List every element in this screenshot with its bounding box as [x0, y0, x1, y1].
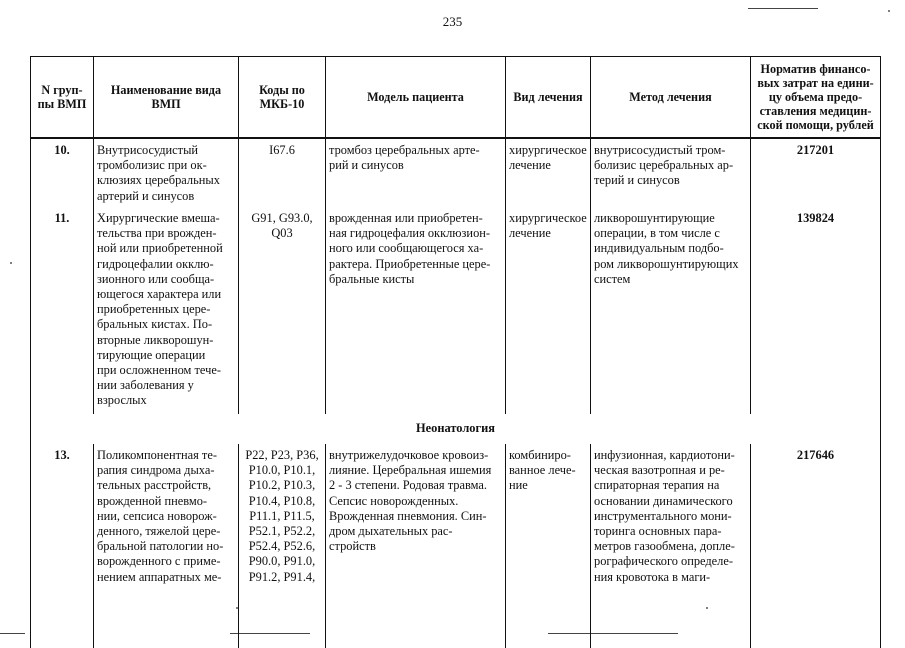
text-line: P22, P23, P36, [245, 448, 319, 462]
scan-line-bottom-left [0, 633, 25, 634]
text-line: стройств [329, 539, 376, 554]
text-line: P10.4, P10.8, [248, 493, 316, 508]
patient-model [326, 444, 506, 648]
text-line: приобретенных цере- [97, 302, 211, 317]
group-number: 13. [31, 444, 94, 648]
text-line: клюзиях церебральных [97, 173, 220, 188]
patient-model [326, 207, 506, 414]
text-line: рографического определе- [594, 554, 733, 569]
text-line: хирургическое [509, 143, 587, 157]
text-line: МКБ-10 [259, 97, 305, 111]
cost-norm: 139824 [751, 207, 881, 414]
cost-norm: 217646 [751, 444, 881, 648]
scan-line-top [748, 8, 818, 9]
header-treatment-type [506, 57, 591, 139]
cost-norm: 217201 [751, 138, 881, 207]
text-line: ной или приобретенной [97, 241, 223, 256]
header-patient-model [326, 57, 506, 139]
text-line: Наименование вида [110, 83, 222, 97]
text-line: P10.0, P10.1, [248, 463, 316, 478]
vmp-name [94, 138, 239, 207]
text-line: ния кровотока в маги- [594, 569, 711, 584]
text-line: ного или сообщающегося ха- [329, 241, 484, 256]
text-line: торинга основных пара- [594, 524, 722, 539]
text-line: основании динамического [594, 493, 733, 508]
text-line: ческая вазотропная и ре- [594, 463, 725, 478]
treatment-type [506, 138, 591, 207]
text-line: цу объема предо- [768, 90, 863, 104]
text-line: бральных кистах. По- [97, 317, 213, 332]
text-line: Вид лечения [513, 90, 583, 104]
text-line: Модель пациента [367, 90, 464, 104]
text-line: ющегося характера или [97, 287, 222, 302]
treatment-method [591, 444, 751, 648]
text-line: внутрижелудочковое кровоиз- [329, 448, 489, 462]
treatment-method [591, 138, 751, 207]
text-line: P90.0, P91.0, [248, 554, 316, 569]
vmp-table [30, 56, 881, 648]
text-line: спираторная терапия на [594, 478, 720, 493]
text-line: Норматив финансо- [760, 62, 871, 76]
text-line: зионного или сообща- [97, 271, 215, 286]
group-number: 11. [31, 207, 94, 414]
text-line: терий и синусов [594, 173, 680, 188]
text-line: артерий и синусов [97, 188, 195, 203]
text-line: тромболизис при ок- [97, 158, 207, 173]
header-icd-codes [239, 57, 326, 139]
text-line: Врожденная пневмония. Син- [329, 508, 487, 523]
page-number: 235 [442, 14, 463, 29]
text-line: нением аппаратных ме- [97, 569, 222, 584]
text-line: ванное лече- [509, 463, 576, 478]
text-line: лечение [509, 158, 551, 173]
scan-speck [10, 262, 12, 264]
text-line: ской помощи, рублей [757, 118, 874, 132]
text-line: тельства при врожден- [97, 226, 217, 241]
text-line: 2 - 3 степени. Родовая травма. [329, 478, 487, 493]
icd-codes [239, 444, 326, 648]
text-line: нии, сепсиса новорож- [97, 508, 217, 523]
text-line: рий и синусов [329, 158, 404, 173]
text-line: гидроцефалии окклю- [97, 256, 214, 271]
text-line: P52.4, P52.6, [248, 539, 316, 554]
text-line: ром ликворошунтирующих [594, 256, 739, 271]
group-number: 10. [31, 138, 94, 207]
text-line: лечение [509, 226, 551, 241]
text-line: Коды по [259, 83, 305, 97]
text-line: метров газообмена, допле- [594, 539, 735, 554]
text-line: операции, в том числе с [594, 226, 720, 241]
text-line: ние [509, 478, 528, 493]
text-line: Хирургические вмеша- [97, 211, 220, 225]
text-line: инфузионная, кардиотони- [594, 448, 735, 462]
text-line: вых затрат на едини- [757, 76, 874, 90]
text-line: P52.1, P52.2, [248, 524, 316, 539]
text-line: I67.6 [269, 143, 295, 157]
text-line: Поликомпонентная те- [97, 448, 217, 462]
table-row [31, 138, 881, 207]
icd-codes [239, 207, 326, 414]
text-line: P10.2, P10.3, [248, 478, 316, 493]
text-line: бральной патологии но- [97, 539, 224, 554]
treatment-method [591, 207, 751, 414]
text-line: ВМП [151, 97, 181, 111]
text-line: ворожденного с приме- [97, 554, 221, 569]
text-line: систем [594, 271, 631, 286]
header-group-no [31, 57, 94, 139]
text-line: P11.1, P11.5, [249, 508, 315, 523]
section-title: Неонатология [31, 414, 881, 444]
text-line: бральные кисты [329, 271, 415, 286]
treatment-type [506, 444, 591, 648]
text-line: врожденная или приобретен- [329, 211, 483, 225]
text-line: дром дыхательных рас- [329, 524, 453, 539]
text-line: P91.2, P91.4, [248, 569, 316, 584]
scan-speck [888, 10, 890, 12]
text-line: Метод лечения [629, 90, 712, 104]
text-line: ная гидроцефалия окклюзион- [329, 226, 491, 241]
text-line: пы ВМП [37, 97, 87, 111]
text-line: N груп- [41, 83, 83, 97]
text-line: Q03 [271, 226, 293, 241]
table-header-row [31, 57, 881, 139]
vmp-name [94, 444, 239, 648]
text-line: тирующие операции [97, 347, 206, 362]
text-line: тельных расстройств, [97, 478, 212, 493]
header-treatment-method [591, 57, 751, 139]
text-line: вторные ликворошун- [97, 332, 214, 347]
text-line: хирургическое [509, 211, 587, 225]
text-line: инструментального мони- [594, 508, 732, 523]
section-row [31, 414, 881, 444]
text-line: внутрисосудистый тром- [594, 143, 726, 157]
text-line: нии заболевания у [97, 378, 194, 393]
text-line: тромбоз церебральных арте- [329, 143, 480, 157]
text-line: взрослых [97, 393, 147, 408]
text-line: G91, G93.0, [251, 211, 313, 225]
text-line: болизис церебральных ар- [594, 158, 734, 173]
treatment-type [506, 207, 591, 414]
text-line: при осложненном тече- [97, 363, 221, 378]
text-line: Внутрисосудистый [97, 143, 199, 157]
text-line: комбиниро- [509, 448, 571, 462]
vmp-name [94, 207, 239, 414]
header-vmp-name [94, 57, 239, 139]
header-cost-norm [751, 57, 881, 139]
icd-codes [239, 138, 326, 207]
text-line: лияние. Церебральная ишемия [329, 463, 492, 478]
text-line: рактера. Приобретенные цере- [329, 256, 491, 271]
text-line: врожденной пневмо- [97, 493, 208, 508]
patient-model [326, 138, 506, 207]
text-line: индивидуальным подбо- [594, 241, 724, 256]
table-row [31, 444, 881, 648]
text-line: ликворошунтирующие [594, 211, 715, 225]
text-line: денного, тяжелой цере- [97, 524, 221, 539]
text-line: ставления медицин- [759, 104, 872, 118]
table-row [31, 207, 881, 414]
text-line: рапия синдрома дыха- [97, 463, 215, 478]
text-line: Сепсис новорожденных. [329, 493, 459, 508]
